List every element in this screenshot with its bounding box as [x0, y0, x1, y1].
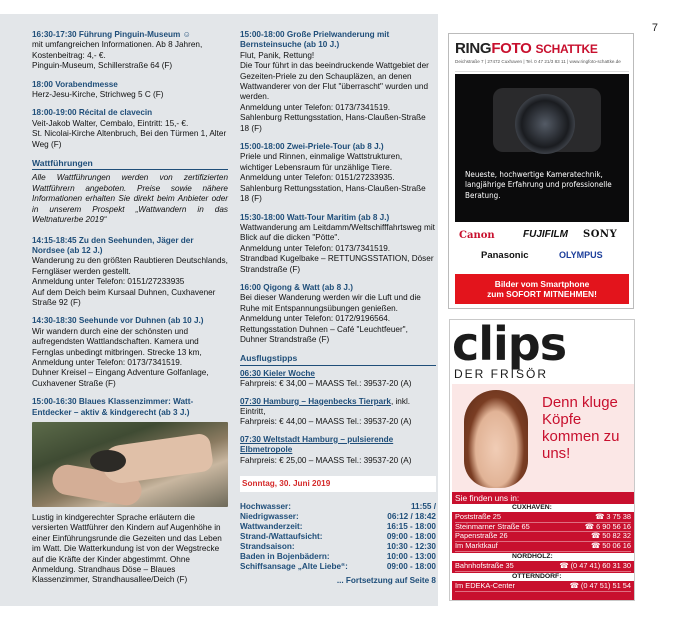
excursion-price: Fahrpreis: € 44,00 – MAASS Tel.: 39537-20 (A) — [240, 417, 412, 427]
excursion-heading-line — [240, 397, 436, 418]
event-heading: 15:00-18:00 Zwei-Priele-Tour (ab 8 J.) — [240, 142, 384, 152]
event-text: Flut, Panik, Rettung! Die Tour führt in das beeindruckende Wattgebiet der Gezeiten-Priele zu den Schaupläzen, an denen Wattwanderer von der Flut "überrascht" wurden und werden. Anmeldung unter Telefon: 0173/7341519. Sahlenburg Rettungsstation, Hans-Claußen-Straße 18 (F) — [240, 50, 429, 133]
event-text: Priele und Rinnen, einmalige Wattstrukturen, wichtiger Lebensraum für unzählige Tiere. Anmeldung unter Telefon: 0151/27233935. Sahlenburg Rettungsstation, Hans-Claußen-Straße 18 (F) — [240, 152, 426, 204]
event-item — [32, 80, 228, 101]
brand-olympus: OLYMPUS — [559, 250, 603, 260]
excursion-price: Fahrpreis: € 25,00 – MAASS Tel.: 39537-20 (A) — [240, 455, 412, 465]
column-middle — [240, 30, 436, 587]
tide-label: Niedrigwasser: — [240, 512, 299, 522]
event-item — [32, 30, 228, 72]
location-phone: ☎ (0 47 51) 51 54 — [570, 582, 631, 591]
excursion-heading: 07:30 Hamburg – Hagenbecks Tierpark — [240, 396, 391, 406]
event-item — [240, 30, 436, 134]
event-item — [240, 142, 436, 204]
excursion-heading: 06:30 Kieler Woche — [240, 368, 315, 378]
event-heading: 15:30-18:00 Watt-Tour Maritim (ab 8 J.) — [240, 212, 390, 222]
tide-value: 09:00 - 18:00 — [386, 562, 436, 572]
tide-label: Strand-/Wattaufsicht: — [240, 532, 323, 542]
event-heading: 15:00-16:30 Blaues Klassenzimmer: Watt-Entdecker – aktiv & kindgerecht (ab 3 J.) — [32, 397, 194, 417]
tide-label: Hochwasser: — [240, 502, 291, 512]
clips-slogan: Denn kluge Köpfe kommen zu uns! — [542, 394, 620, 462]
city-label: OTTERNDORF: — [452, 573, 634, 581]
model-portrait — [464, 390, 528, 488]
event-text: Veit-Jakob Walter, Cembalo, Eintritt: 15,- €. St. Nicolai-Kirche Altenbruch, Bei den Türmen 1, Alter Weg (F) — [32, 118, 227, 149]
ringfoto-claim: Neueste, hochwertige Kameratechnik, langjährige Erfahrung und professionelle Beratung. — [465, 170, 612, 200]
table-row — [240, 542, 436, 552]
excursion-item — [240, 397, 436, 428]
banner-line-1: Bilder vom Smartphone — [494, 279, 590, 289]
brand-panasonic: Panasonic — [481, 250, 529, 261]
ringfoto-banner — [455, 274, 629, 304]
location-phone: ☎ 50 82 32 — [591, 532, 631, 541]
event-text: Wanderung zu den größten Raubtieren Deutschlands, Ferngläser werden gestellt. Anmeldung unter Telefon: 0151/27233935 Auf dem Deich beim Kursaal Duhnen, Cuxhavener Straße 92 (F) — [32, 256, 228, 307]
tide-label: Wattwanderzeit: — [240, 522, 303, 532]
event-heading: 14:30-18:30 Seehunde vor Duhnen (ab 10 J.) — [32, 316, 204, 326]
table-row — [240, 512, 436, 522]
event-item — [240, 283, 436, 345]
locations-heading: Sie finden uns in: — [455, 493, 520, 503]
location-street: Poststraße 25 — [455, 511, 502, 521]
brand-fujifilm: FUJIFILM — [523, 229, 568, 240]
location-phone: ☎ 6 90 56 16 — [585, 523, 631, 532]
excursion-heading: 07:30 Weltstadt Hamburg – pulsierende Elbmetropole — [240, 434, 394, 455]
tide-label: Baden in Bojenbädern: — [240, 552, 330, 562]
event-heading: 14:15-18:45 Zu den Seehunden, Jäger der Nordsee (ab 12 J.) — [32, 235, 194, 255]
table-row — [240, 532, 436, 542]
excursion-heading-extra: , inkl. Eintritt, — [240, 396, 411, 416]
event-item — [32, 108, 228, 150]
excursion-price: Fahrpreis: € 34,00 – MAASS Tel.: 39537-20 (A) — [240, 379, 412, 389]
event-text: Herz-Jesu-Kirche, Strichweg 5 C (F) — [32, 90, 164, 100]
tide-value: 06:12 / 18:42 — [387, 512, 436, 522]
brand-logos — [455, 224, 629, 272]
location-row — [455, 582, 631, 592]
event-text: Wattwanderung am Leitdamm/Weltschifffahrtsweg mit Blick auf die dicken "Pötte". Anmeldung unter Telefon: 0173/7341519. Strandbad Kugelbake – RETTUNGSSTATION, Döser Strandstraße (F) — [240, 222, 435, 274]
event-item — [32, 236, 228, 309]
banner-line-2: zum SOFORT MITNEHMEN! — [487, 289, 597, 299]
ringfoto-ad[interactable] — [448, 33, 634, 309]
ringfoto-logo — [455, 40, 629, 72]
section-title-wattfuehrungen: Wattführungen — [32, 158, 228, 170]
event-item — [32, 316, 228, 389]
continued-link[interactable]: ... Fortsetzung auf Seite 8 — [336, 576, 436, 586]
section-intro: Alle Wattführungen werden von zertifizierten Wattführern angeboten. Preise sowie nähere Informationen erhalten Sie direkt beim Anbieter oder in unserem Prospekt „Wattwandern in das Weltnaturerbe 2019“ — [32, 173, 228, 225]
city-label: NORDHOLZ: — [452, 553, 634, 561]
clips-subtitle: DER FRISÖR — [454, 367, 549, 381]
tide-value: 10:00 - 13:00 — [386, 552, 436, 562]
tide-value: 09:00 - 18:00 — [386, 532, 436, 542]
event-heading: 15:00-18:00 Große Prielwanderung mit Bernsteinsuche (ab 10 J.) — [240, 30, 390, 50]
page-number: 7 — [651, 22, 658, 34]
event-heading: 16:00 Qigong & Watt (ab 8 J.) — [240, 282, 353, 292]
event-heading: 16:30-17:30 Führung Pinguin-Museum ☺ — [32, 30, 191, 39]
location-phone: ☎ (0 47 41) 60 31 30 — [559, 562, 631, 571]
ringfoto-address: Deichstraße 7 | 27472 Cuxhaven | Tel. 0 47 21/3 83 11 | www.ringfoto-schattke.de — [455, 59, 621, 64]
location-street: Bahnhofstraße 35 — [455, 560, 514, 570]
excursion-item — [240, 369, 436, 390]
location-phone: ☎ 50 06 16 — [591, 542, 631, 551]
tide-label: Strandsaison: — [240, 542, 295, 552]
event-item — [32, 397, 228, 418]
clips-locations — [452, 492, 634, 600]
tide-value: 10:30 - 12:30 — [386, 542, 436, 552]
tide-table — [240, 502, 436, 572]
photo-crab-shape — [90, 450, 126, 472]
table-row — [240, 562, 436, 572]
city-label: CUXHAVEN: — [452, 504, 634, 512]
location-street: Im EDEKA-Center — [455, 580, 515, 590]
excursion-item — [240, 435, 436, 466]
tide-value: 11:55 / — [410, 502, 436, 512]
event-item — [240, 213, 436, 275]
event-heading: 18:00 Vorabendmesse — [32, 79, 118, 89]
location-street: Im Marktkauf — [455, 541, 498, 551]
location-row — [455, 542, 631, 552]
location-row — [455, 562, 631, 572]
tide-label: Schiffsansage „Alte Liebe“: — [240, 562, 348, 572]
tide-value: 16:15 - 18:00 — [386, 522, 436, 532]
event-text: Lustig in kindgerechter Sprache erläutern die versierten Wattführer den Kindern auf Augenhöhe in einer Einführungsrunde die Gezeiten und das Leben im Watt. Die Watterkundung ist von der Wegstrecke auf die Kräfte der Kinder abgestimmt. Ohne Anmeldung. Strandhaus Döse – Blaues Klassenzimmer, Strandhausallee/Deich (F) — [32, 513, 222, 585]
location-street: Papenstraße 26 — [455, 531, 508, 541]
event-text: mit umfangreichen Informationen. Ab 8 Jahren, Kostenbeitrag: 4,- €. Pinguin-Museum, Schillerstraße 64 (F) — [32, 40, 203, 71]
camera-image — [455, 74, 629, 222]
table-row — [240, 502, 436, 512]
clips-logo: clips — [452, 319, 567, 371]
table-row — [240, 522, 436, 532]
section-title-ausflugstipps: Ausflugstipps — [240, 353, 436, 365]
brand-sony: SONY — [583, 229, 618, 240]
location-phone: ☎ 3 75 38 — [595, 513, 631, 522]
clips-image — [452, 384, 634, 492]
crab-hand-photo — [32, 422, 228, 507]
table-row — [240, 552, 436, 562]
event-heading: 18:00-19:00 Récital de clavecin — [32, 108, 153, 118]
logo-schattke: SCHATTKE — [535, 42, 598, 56]
clips-ad[interactable] — [449, 319, 635, 601]
camera-lens-shape — [515, 94, 575, 154]
ringfoto-brand — [455, 40, 629, 57]
logo-foto: FOTO — [491, 40, 532, 57]
location-street: Steinmarner Straße 65 — [455, 521, 530, 531]
event-text: Wir wandern durch eine der schönsten und aufregendsten Wattlandschaften. Kamera und Fernglas unbedingt mitbringen. Strecke 13 km, Anmeldung unter Telefon: 0173/7341519. Duhner Kreisel – Eingang Adventure Golfanlage, Cuxhavener Straße (F) — [32, 326, 209, 388]
event-text: Bei dieser Wanderung werden wir die Luft und die Ruhe mit Entspannungsübungen genießen. Anmeldung unter Telefon: 0172/9196564. Rettungsstation Duhnen – Café "Leuchtfeuer", Duhner Strandstraße (F) — [240, 293, 421, 344]
column-left — [32, 30, 228, 586]
brand-canon: Canon — [459, 230, 495, 241]
date-heading: Sonntag, 30. Juni 2019 — [240, 476, 436, 492]
logo-ring: RING — [455, 40, 492, 57]
